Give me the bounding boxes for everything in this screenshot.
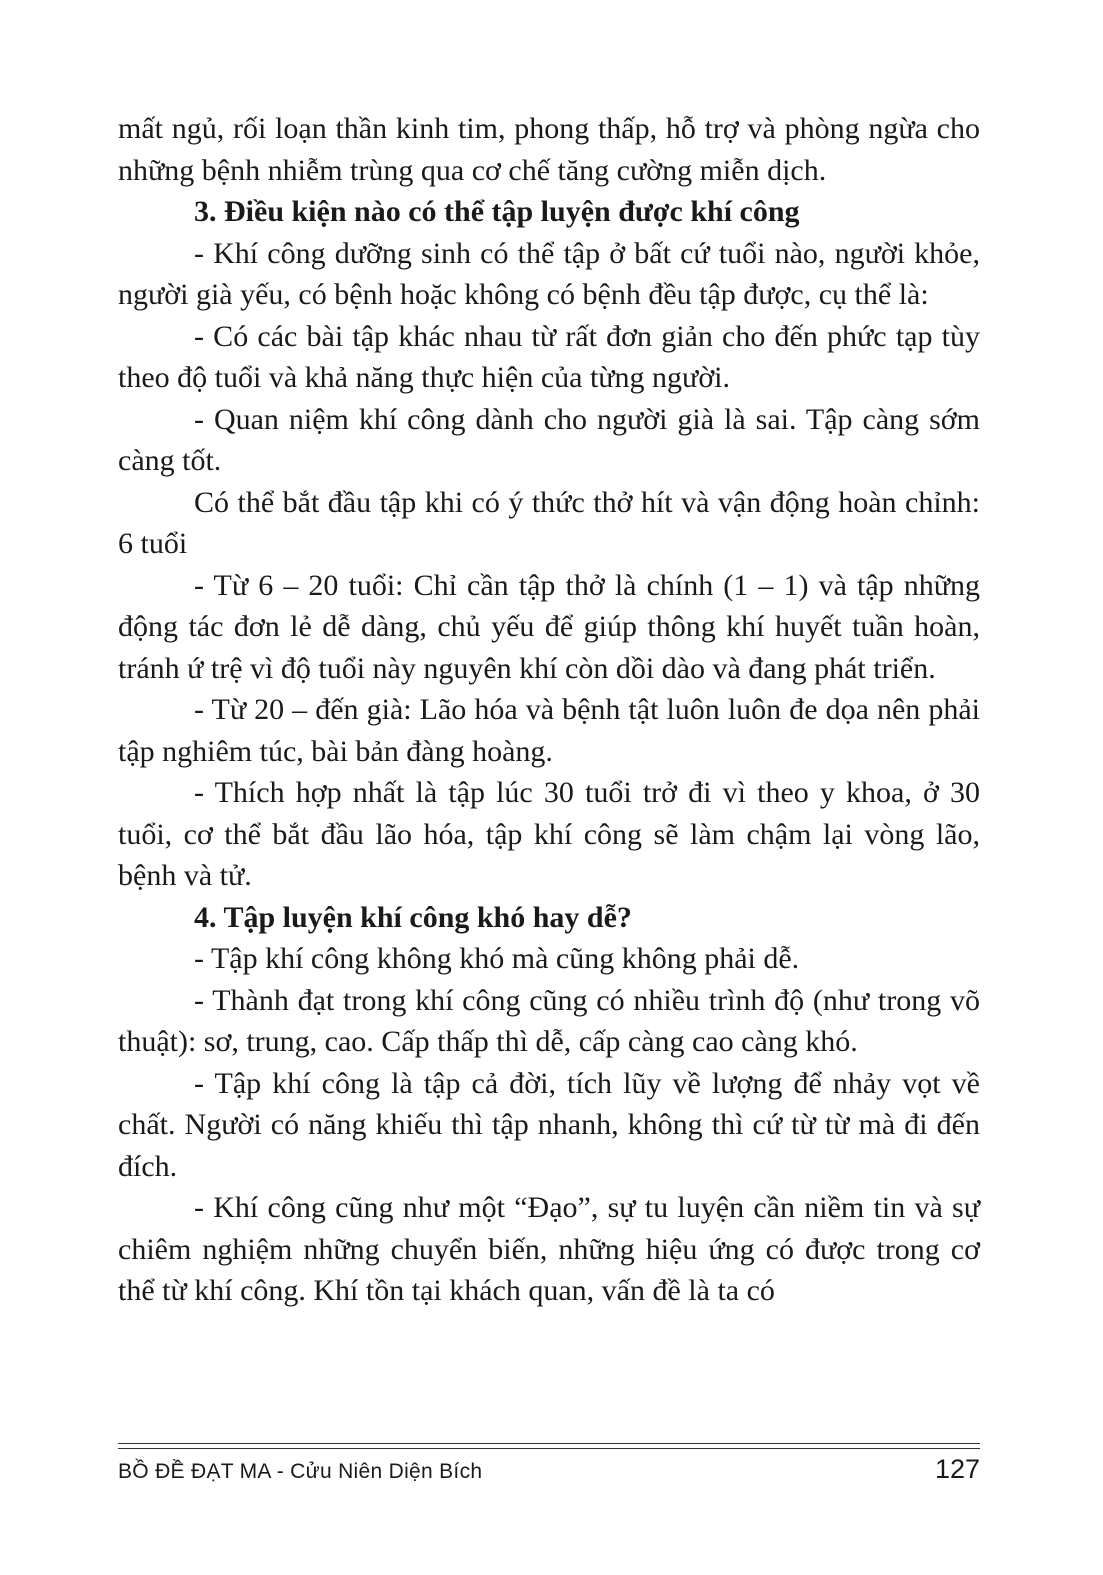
paragraph-4: - Quan niệm khí công dành cho người già là sai. Tập càng sớm càng tốt. [118, 402, 980, 477]
paragraph-1: mất ngủ, rối loạn thần kinh tim, phong thấp, hỗ trợ và phòng ngừa cho những bệnh nhiễm trùng qua cơ chế tăng cường miễn dịch. [118, 112, 980, 187]
paragraph-10: - Thành đạt trong khí công cũng có nhiều trình độ (như trong võ thuật): sơ, trung, cao. Cấp thấp thì dễ, cấp càng cao càng khó. [118, 983, 980, 1058]
section-heading-3: 3. Điều kiện nào có thể tập luyện được khí công [194, 195, 800, 228]
paragraph-3: - Có các bài tập khác nhau từ rất đơn giản cho đến phức tạp tùy theo độ tuổi và khả năng thực hiện của từng người. [118, 319, 980, 394]
paragraph-6: - Từ 6 – 20 tuổi: Chỉ cần tập thở là chính (1 – 1) và tập những động tác đơn lẻ dễ dàng, chủ yếu để giúp thông khí huyết tuần hoàn, tránh ứ trệ vì độ tuổi này nguyên khí còn dồi dào và đang phát triển. [118, 568, 980, 685]
footer-divider [118, 1443, 980, 1449]
paragraph-11: - Tập khí công là tập cả đời, tích lũy về lượng để nhảy vọt về chất. Người có năng khiếu thì tập nhanh, không thì cứ từ từ mà đi đến đích. [118, 1066, 980, 1183]
paragraph-5: Có thể bắt đầu tập khi có ý thức thở hít và vận động hoàn chỉnh: 6 tuổi [118, 485, 980, 560]
paragraph-9: - Tập khí công không khó mà cũng không phải dễ. [194, 942, 800, 975]
page-number: 127 [934, 1454, 980, 1484]
page-body [118, 108, 980, 1312]
page-footer [118, 1454, 980, 1485]
paragraph-8: - Thích hợp nhất là tập lúc 30 tuổi trở đi vì theo y khoa, ở 30 tuổi, cơ thể bắt đầu lão hóa, tập khí công sẽ làm chậm lại vòng lão, bệnh và tử. [118, 776, 980, 892]
paragraph-7: - Từ 20 – đến già: Lão hóa và bệnh tật luôn luôn đe dọa nên phải tập nghiêm túc, bài bản đàng hoàng. [118, 693, 980, 768]
paragraph-12: - Khí công cũng như một “Đạo”, sự tu luyện cần niềm tin và sự chiêm nghiệm những chuyển biến, những hiệu ứng có được trong cơ thể từ khí công. Khí tồn tại khách quan, vấn đề là ta có [118, 1191, 980, 1307]
footer-book-title: BỒ ĐỀ ĐẠT MA - Cửu Niên Diện Bích [118, 1460, 483, 1483]
paragraph-2: - Khí công dưỡng sinh có thể tập ở bất cứ tuổi nào, người khỏe, người già yếu, có bệnh hoặc không có bệnh đều tập được, cụ thể là: [118, 236, 980, 311]
section-heading-4: 4. Tập luyện khí công khó hay dễ? [194, 900, 632, 934]
